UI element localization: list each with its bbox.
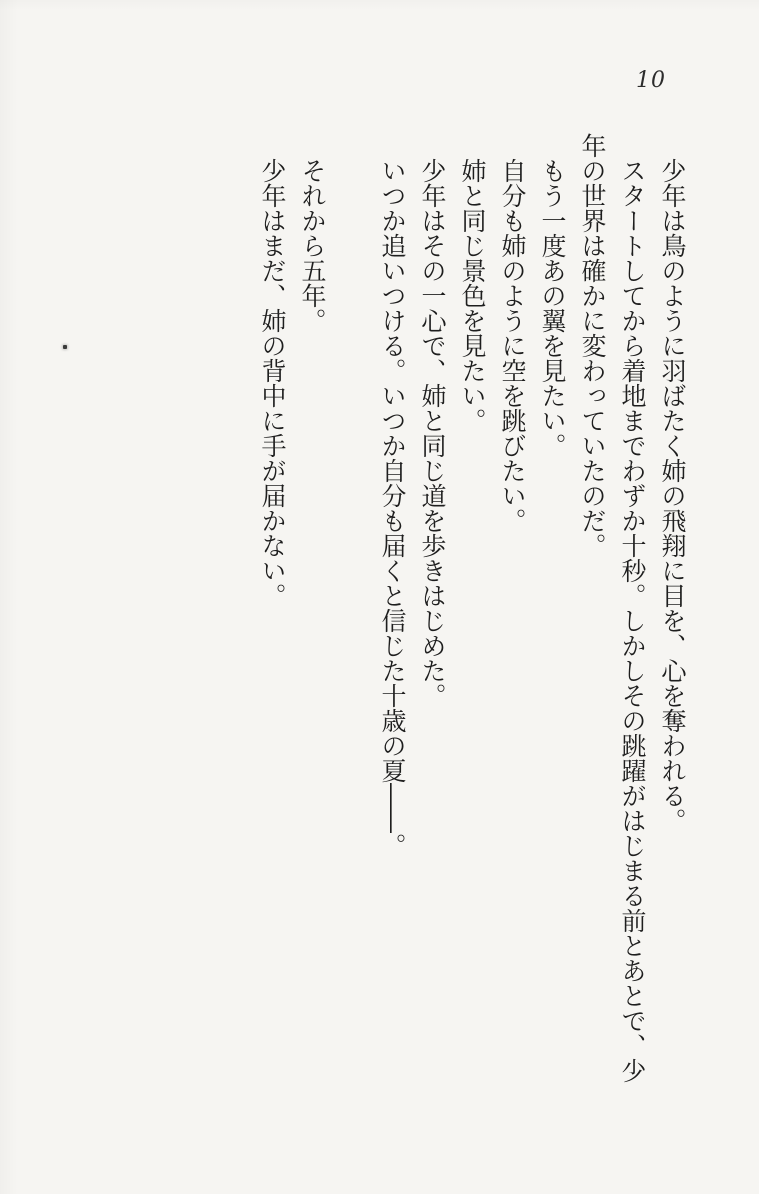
paragraph: 姉と同じ景色を見たい。	[458, 158, 487, 433]
scan-speck	[63, 345, 67, 349]
paragraph: それから五年。	[298, 158, 327, 333]
paragraph: 少年は鳥のように羽ばたく姉の飛翔に目を、心を奪われる。	[658, 158, 687, 833]
paragraph: スタートしてから着地までわずか十秒。しかしその跳躍がはじまる前とあとで、少年の世界は確かに変わっていたのだ。	[578, 133, 647, 1083]
paragraph: 少年はその一心で、姉と同じ道を歩きはじめた。	[418, 158, 447, 708]
paragraph: もう一度あの翼を見たい。	[538, 158, 567, 458]
paragraph: 自分も姉のように空を跳びたい。	[498, 158, 527, 533]
paragraph: いつか追いつける。いつか自分も届くと信じた十歳の夏――。	[378, 158, 407, 858]
vertical-text-block	[252, 133, 692, 1093]
page-number: 10	[636, 68, 666, 93]
paragraph: 少年はまだ、姉の背中に手が届かない。	[258, 158, 287, 608]
